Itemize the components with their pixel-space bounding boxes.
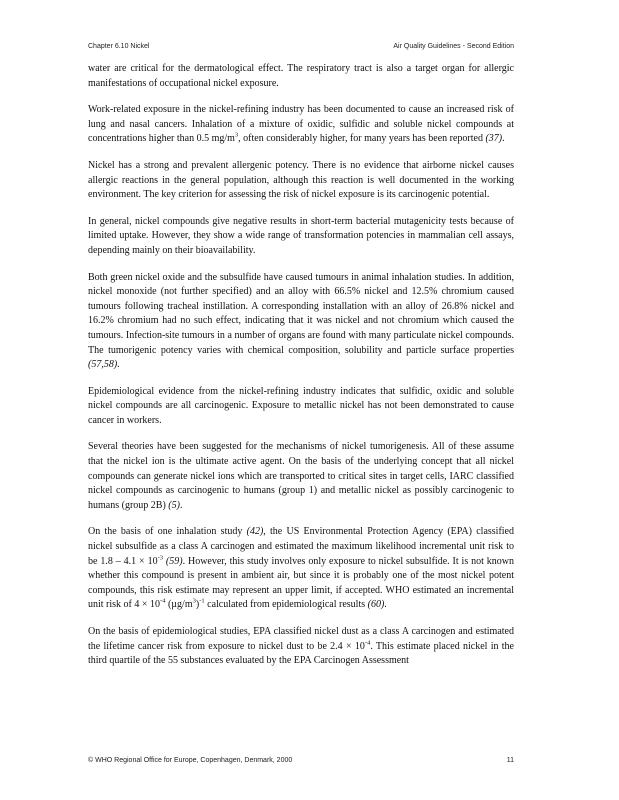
text-run: calculated from epidemiological results <box>204 599 368 611</box>
text-run: . <box>117 359 120 371</box>
superscript: -3 <box>157 554 163 562</box>
superscript: -1 <box>199 598 205 606</box>
text-run: ) <box>195 599 200 611</box>
paragraph <box>88 440 514 513</box>
text-run: Several theories have been suggested for the mechanisms of nickel tumorigenesis. All of these assume that the nickel ion is the ultimate active agent. On the basis of the underlying concept that all nickel compounds can generate nickel ions which are transported to critical sites in target cells, IARC classified nickel compounds as carcinogenic to humans (group 1) and metallic nickel as possibly carcinogenic to humans (group 2B) <box>88 441 514 511</box>
text-run: . However, this study involves only exposure to nickel subsulfide. It is not known whether this compound is present in ambient air, but since it is probably one of the most nickel potent compounds, this risk estimate may represent an upper limit, if accepted. WHO estimated an incremental unit risk of 4 × 10 <box>88 555 515 611</box>
paragraph <box>88 271 514 373</box>
text-run: , often considerably higher, for many years has been reported <box>238 133 486 145</box>
paragraph <box>88 215 514 259</box>
text-run: Epidemiological evidence from the nickel-refining industry indicates that sulfidic, oxidic and soluble nickel compounds are all carcinogenic. Exposure to metallic nickel has not been demonstrated to cause cancer in workers. <box>88 385 514 426</box>
header-chapter: Chapter 6.10 Nickel <box>88 43 150 50</box>
text-run: Both green nickel oxide and the subsulfide have caused tumours in animal inhalation studies. In addition, nickel monoxide (not further specified) and an alloy with 66.5% nickel and 12.5% chromium caused tumours following tracheal instillation. A corresponding installation with an alloy of 26.8% nickel and 16.2% chromium had no such effect, indicating that it was nickel and not chromium which caused the tumours. Infection-site tumours in a number of organs are found with many particulate nickel compounds. The tumorigenic potency varies with chemical composition, solubility and particle surface properties <box>88 271 514 356</box>
text-run: , the US Environmental Protection Agency (EPA) classified nickel subsulfide as a class A carcinogen and estimated the maximum likelihood incremental unit risk to be 1.8 – 4.1 × 10 <box>88 526 514 567</box>
text-run: . <box>179 499 183 511</box>
superscript: -4 <box>160 598 166 606</box>
reference-citation: (57,58) <box>88 359 118 371</box>
paragraph <box>88 385 514 429</box>
reference-citation: (42) <box>246 526 264 538</box>
text-run: In general, nickel compounds give negative results in short-term bacterial mutagenicity tests because of limited uptake. However, they show a wide range of transformation potencies in mammalian cell assays, depending mainly on their bioavailability. <box>88 215 514 256</box>
header-publication: Air Quality Guidelines - Second Edition <box>393 43 514 50</box>
text-run: . <box>502 133 505 145</box>
text-run: On the basis of one inhalation study <box>88 526 247 538</box>
text-run: . This estimate placed nickel in the third quartile of the 55 substances evaluated by the EPA Carcinogen Assessment <box>88 640 514 667</box>
running-header <box>88 42 514 51</box>
superscript: -4 <box>364 639 371 647</box>
superscript: 3 <box>234 132 239 140</box>
paragraph <box>88 625 514 669</box>
reference-citation: (5) <box>168 499 180 511</box>
footer-copyright: © WHO Regional Office for Europe, Copenhagen, Denmark, 2000 <box>88 757 293 764</box>
text-run: water are critical for the dermatological effect. The respiratory tract is also a target organ for allergic manifestations of occupational nickel exposure. <box>88 63 514 89</box>
reference-citation: (60) <box>367 599 385 611</box>
text-run: Work-related exposure in the nickel-refining industry has been documented to cause an increased risk of lung and nasal cancers. Inhalation of a mixture of oxidic, sulfidic and soluble nickel compounds at concentrations higher than 0.5 mg/m <box>88 104 514 145</box>
body-text <box>88 62 514 681</box>
reference-citation: (59) <box>165 555 183 567</box>
text-run: . <box>384 599 387 611</box>
text-run: (µg/m <box>165 599 193 611</box>
text-run: On the basis of epidemiological studies, EPA classified nickel dust as a class A carcinogen and estimated the lifetime cancer risk from exposure to nickel dust to be 2.4 × 10 <box>88 626 514 652</box>
page-number: 11 <box>506 757 514 764</box>
superscript: 3 <box>192 598 196 606</box>
paragraph <box>88 525 514 613</box>
reference-citation: (37) <box>485 133 503 145</box>
paragraph <box>88 159 514 203</box>
running-footer <box>88 756 514 765</box>
paragraph <box>88 62 514 91</box>
paragraph <box>88 103 514 147</box>
text-run: Nickel has a strong and prevalent allergenic potency. There is no evidence that airborne nickel causes allergic reactions in the general population, although this reaction is well documented in the working environment. The key criterion for assessing the risk of nickel exposure is its carcinogenic potential. <box>88 159 514 201</box>
